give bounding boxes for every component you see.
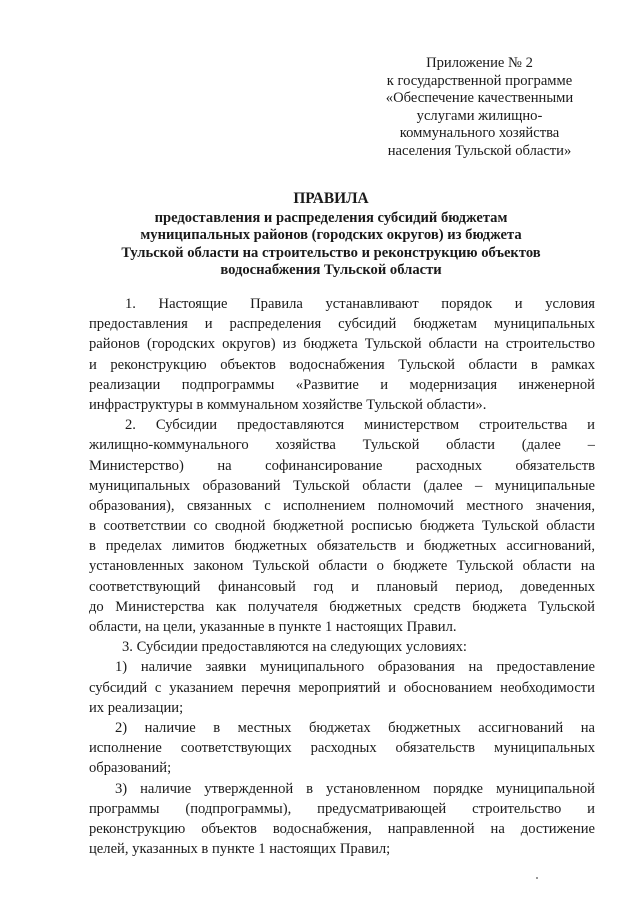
appendix-line: населения Тульской области» — [387, 142, 572, 159]
paragraph-2-line: установленных законом Тульской области о бюджете Тульской области на — [89, 558, 595, 575]
paragraph-1-line: инфраструктуры в коммунальном хозяйстве Тульской области». — [89, 396, 487, 413]
condition-2-line: образований; — [89, 760, 172, 777]
appendix-line: коммунального хозяйства — [399, 125, 560, 142]
title-line: водоснабжения Тульской области — [220, 262, 442, 279]
title-line: предоставления и распределения субсидий бюджетам — [154, 209, 508, 226]
paragraph-2-line: Министерство) на софинансирование расходных обязательств — [89, 457, 595, 474]
condition-3-line: реконструкцию объектов водоснабжения, направленной на достижение — [89, 820, 595, 837]
appendix-line: услугами жилищно- — [416, 107, 543, 124]
appendix-line: Приложение № 2 — [426, 55, 533, 71]
condition-1-line: их реализации; — [89, 699, 184, 716]
document-body — [89, 294, 595, 859]
paragraph-2-line: муниципальных образований Тульской области (далее – муниципальные — [89, 477, 595, 494]
appendix-header — [377, 55, 582, 161]
title-line: Тульской области на строительство и реконструкцию объектов — [121, 244, 541, 261]
paragraph-1-line: реализации подпрограммы «Развитие и модернизация инженерной — [89, 376, 595, 393]
paragraph-1-line: и реконструкцию объектов водоснабжения Тульской области в рамках — [89, 356, 595, 373]
condition-2-line: 2) наличие в местных бюджетах бюджетных ассигнований на — [115, 719, 595, 736]
paragraph-3-line: 3. Субсидии предоставляются на следующих условиях: — [122, 639, 467, 656]
condition-3-line: 3) наличие утвержденной в установленном порядке муниципальной — [115, 780, 595, 797]
condition-1-line: 1) наличие заявки муниципального образования на предоставление — [115, 659, 595, 676]
title-main: ПРАВИЛА — [293, 190, 369, 207]
paragraph-2-line: области, на цели, указанные в пункте 1 настоящих Правил. — [89, 619, 457, 635]
title-line: муниципальных районов (городских округов) из бюджета — [140, 227, 522, 244]
condition-1-line: субсидий с указанием перечня мероприятий и обоснованием необходимости — [89, 679, 595, 696]
condition-3-line: программы (подпрограммы), предусматривающей строительство и — [89, 800, 595, 817]
paragraph-2-line: в пределах лимитов бюджетных обязательств и бюджетных ассигнований, — [89, 538, 595, 555]
paragraph-1-line: районов (городских округов) из бюджета Тульской области на строительство — [89, 336, 595, 353]
document-title — [100, 190, 562, 280]
appendix-line: «Обеспечение качественными — [385, 90, 574, 107]
paragraph-2-line: жилищно-коммунального хозяйства Тульской области (далее – — [89, 437, 595, 454]
scan-speck — [536, 877, 538, 879]
paragraph-2-line: до Министерства как получателя бюджетных средств бюджета Тульской — [89, 598, 595, 615]
appendix-line: к государственной программе — [386, 72, 573, 89]
paragraph-1-line: предоставления и распределения субсидий бюджетам муниципальных — [89, 316, 595, 333]
paragraph-2-line: 2. Субсидии предоставляются министерством строительства и — [125, 417, 595, 434]
paragraph-2-line: в соответствии со сводной бюджетной росписью бюджета Тульской области — [89, 518, 595, 535]
paragraph-1-line: 1. Настоящие Правила устанавливают порядок и условия — [125, 296, 595, 312]
paragraph-2-line: соответствующий финансовый год и плановый период, доведенных — [89, 578, 595, 595]
paragraph-2-line: образования), связанных с исполнением полномочий местного значения, — [89, 497, 595, 514]
condition-2-line: исполнение соответствующих расходных обязательств муниципальных — [89, 740, 595, 757]
condition-3-line: целей, указанных в пункте 1 настоящих Правил; — [89, 841, 391, 858]
